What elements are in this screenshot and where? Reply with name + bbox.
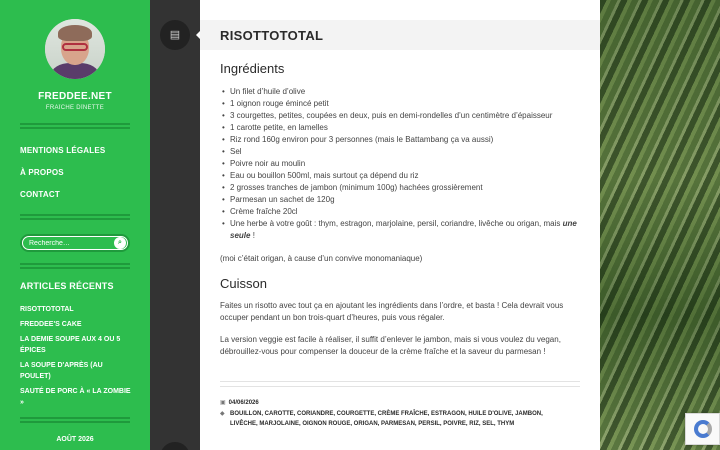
search-icon[interactable]: ⌕: [114, 237, 126, 249]
list-item: • Sel: [230, 146, 585, 158]
calendar-icon: ▣: [220, 400, 226, 406]
recent-posts-title: ARTICLES RÉCENTS: [20, 281, 114, 291]
post-date-link[interactable]: 04/06/2026: [228, 400, 259, 406]
cuisson-paragraph: Faites un risotto avec tout ça en ajoutant les ingrédients dans l’ordre, et basta ! Cela devrait vous occuper pendant un bon trois-quart d’heures, puis vous régaler.: [220, 301, 564, 322]
background-photo: [600, 0, 720, 450]
list-item: • 1 oignon rouge émincé petit: [230, 98, 585, 110]
archive-month[interactable]: AOÛT 2026: [56, 436, 94, 443]
site-avatar[interactable]: [45, 19, 105, 79]
herb-note: (moi c’était origan, à cause d’un convive monomaniaque): [220, 254, 423, 263]
list-item: • Poivre noir au moulin: [230, 158, 585, 170]
post-date: [220, 399, 259, 406]
recent-post-link[interactable]: RISOTTOTOTAL: [20, 306, 74, 313]
post-title[interactable]: RISOTTOTOTAL: [220, 28, 324, 43]
recaptcha-badge[interactable]: [685, 413, 720, 445]
search-input[interactable]: [29, 237, 113, 249]
divider: [20, 263, 130, 269]
site-title[interactable]: FREDDEE.NET: [38, 91, 112, 102]
recent-post-link[interactable]: LA SOUPE D'APRÈS (AU POULET): [20, 362, 103, 380]
veggie-paragraph: La version veggie est facile à réaliser, il suffit d’enlever le jambon, mais si vous voulez du vegan, débrouillez-vous pour compenser la douceur de la crème fraîche et la saveur du parmesan !: [220, 335, 561, 356]
recaptcha-icon: [694, 420, 712, 438]
recent-post-link[interactable]: LA DEMIE SOUPE AUX 4 OU 5 ÉPICES: [20, 336, 121, 354]
nav-a-propos[interactable]: À PROPOS: [20, 168, 64, 177]
list-item: • 2 grosses tranches de jambon (minimum 100g) hachées grossièrement: [230, 182, 585, 194]
tag-icon: ◆: [220, 411, 225, 417]
nav-mentions-legales[interactable]: MENTIONS LÉGALES: [20, 146, 106, 155]
ingredients-list: [230, 86, 585, 242]
list-item: • Une herbe à votre goût : thym, estragon, marjolaine, persil, coriandre, livêche ou origan, mais une seule !: [230, 218, 585, 242]
ingredients-heading: Ingrédients: [220, 61, 285, 76]
list-item: • Un filet d’huile d’olive: [230, 86, 585, 98]
meta-divider: [220, 381, 580, 387]
recent-post-link[interactable]: SAUTÉ DE PORC À « LA ZOMBIE »: [20, 388, 131, 406]
list-item: • Crème fraîche 20cl: [230, 206, 585, 218]
list-item: • Eau ou bouillon 500ml, mais surtout ça dépend du riz: [230, 170, 585, 182]
list-item: • Parmesan un sachet de 120g: [230, 194, 585, 206]
emphasis: une seule: [230, 219, 577, 240]
post-tags[interactable]: BOUILLON, CAROTTE, CORIANDRE, COURGETTE, CRÈME FRAÎCHE, ESTRAGON, HUILE D'OLIVE, JAMBON,: [230, 411, 543, 417]
search-form: [20, 234, 130, 252]
post-tags[interactable]: LIVÊCHE, MARJOLAINE, OIGNON ROUGE, ORIGAN, PARMESAN, PERSIL, POIVRE, RIZ, SEL, THYM: [230, 421, 515, 427]
post-content: [200, 0, 600, 450]
aside-format-icon[interactable]: ▤: [160, 20, 190, 50]
divider: [20, 123, 130, 129]
cuisson-heading: Cuisson: [220, 276, 267, 291]
post-header: [200, 20, 600, 50]
format-column: [150, 0, 200, 450]
list-item: • 3 courgettes, petites, coupées en deux, puis en demi-rondelles d’un centimètre d’épaisseur: [230, 110, 585, 122]
nav-contact[interactable]: CONTACT: [20, 190, 60, 199]
recent-post-link[interactable]: FREDDEE'S CAKE: [20, 321, 82, 328]
sidebar: [0, 0, 150, 450]
site-tagline: FRAÎCHE DÎNETTE: [45, 105, 105, 111]
divider: [20, 214, 130, 220]
list-item: • 1 carotte petite, en lamelles: [230, 122, 585, 134]
list-item: • Riz rond 160g environ pour 3 personnes (mais le Battambang ça va aussi): [230, 134, 585, 146]
divider: [20, 417, 130, 423]
